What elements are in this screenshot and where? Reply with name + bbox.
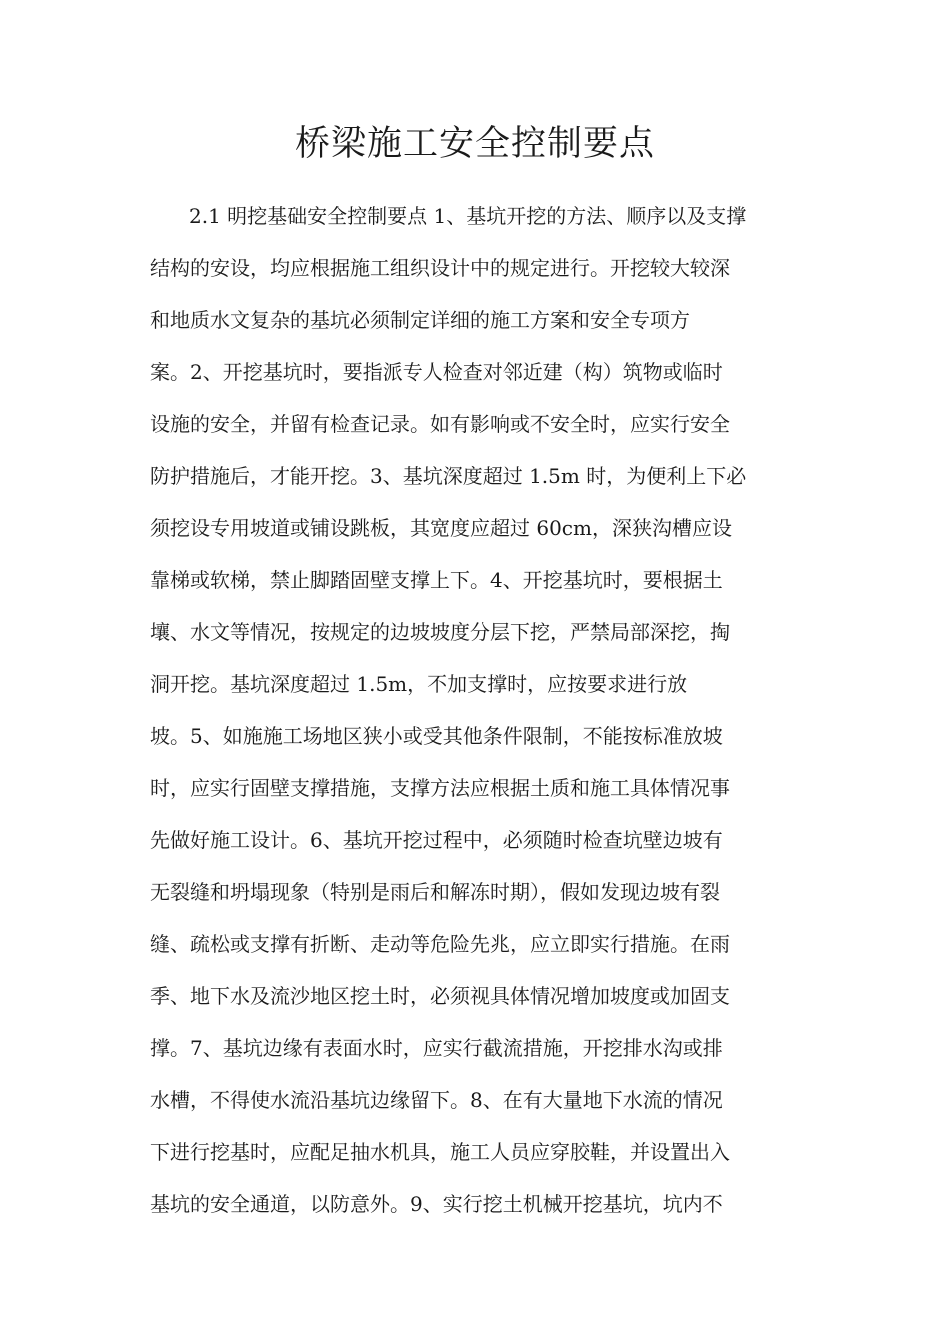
body-line: 洞开挖。基坑深度超过 1.5m，不加支撑时，应按要求进行放 [150,672,688,696]
body-line: 时，应实行固壁支撑措施，支撑方法应根据土质和施工具体情况事 [150,776,730,800]
body-line: 先做好施工设计。6、基坑开挖过程中，必须随时检查坑壁边坡有 [150,828,723,852]
body-line: 撑。7、基坑边缘有表面水时，应实行截流措施，开挖排水沟或排 [150,1036,723,1060]
body-line: 和地质水文复杂的基坑必须制定详细的施工方案和安全专项方 [150,308,690,332]
body-line: 季、地下水及流沙地区挖土时，必须视具体情况增加坡度或加固支 [150,984,730,1008]
body-line: 无裂缝和坍塌现象（特别是雨后和解冻时期），假如发现边坡有裂 [150,880,720,904]
body-line: 基坑的安全通道，以防意外。9、实行挖土机械开挖基坑，坑内不 [150,1192,723,1216]
body-line: 靠梯或软梯，禁止脚踏固壁支撑上下。4、开挖基坑时，要根据土 [150,568,723,592]
document-title: 桥梁施工安全控制要点 [294,124,655,164]
body-line: 水槽，不得使水流沿基坑边缘留下。8、在有大量地下水流的情况 [150,1088,723,1112]
body-line: 结构的安设，均应根据施工组织设计中的规定进行。开挖较大较深 [150,256,730,280]
body-line: 缝、疏松或支撑有折断、走动等危险先兆，应立即实行措施。在雨 [150,932,730,956]
body-line: 案。2、开挖基坑时，要指派专人检查对邻近建（构）筑物或临时 [150,360,723,384]
body-line: 壤、水文等情况，按规定的边坡坡度分层下挖，严禁局部深挖，掏 [150,620,730,644]
body-line: 坡。5、如施施工场地区狭小或受其他条件限制，不能按标准放坡 [150,724,723,748]
body-line: 设施的安全，并留有检查记录。如有影响或不安全时，应实行安全 [150,412,730,436]
body-line: 下进行挖基时，应配足抽水机具，施工人员应穿胶鞋，并设置出入 [150,1140,730,1164]
body-line: 2.1 明挖基础安全控制要点 1、基坑开挖的方法、顺序以及支撑 [189,204,747,228]
body-line: 防护措施后，才能开挖。3、基坑深度超过 1.5m 时，为便利上下必 [150,464,747,488]
body-line: 须挖设专用坡道或铺设跳板，其宽度应超过 60cm，深狭沟槽应设 [150,516,732,540]
